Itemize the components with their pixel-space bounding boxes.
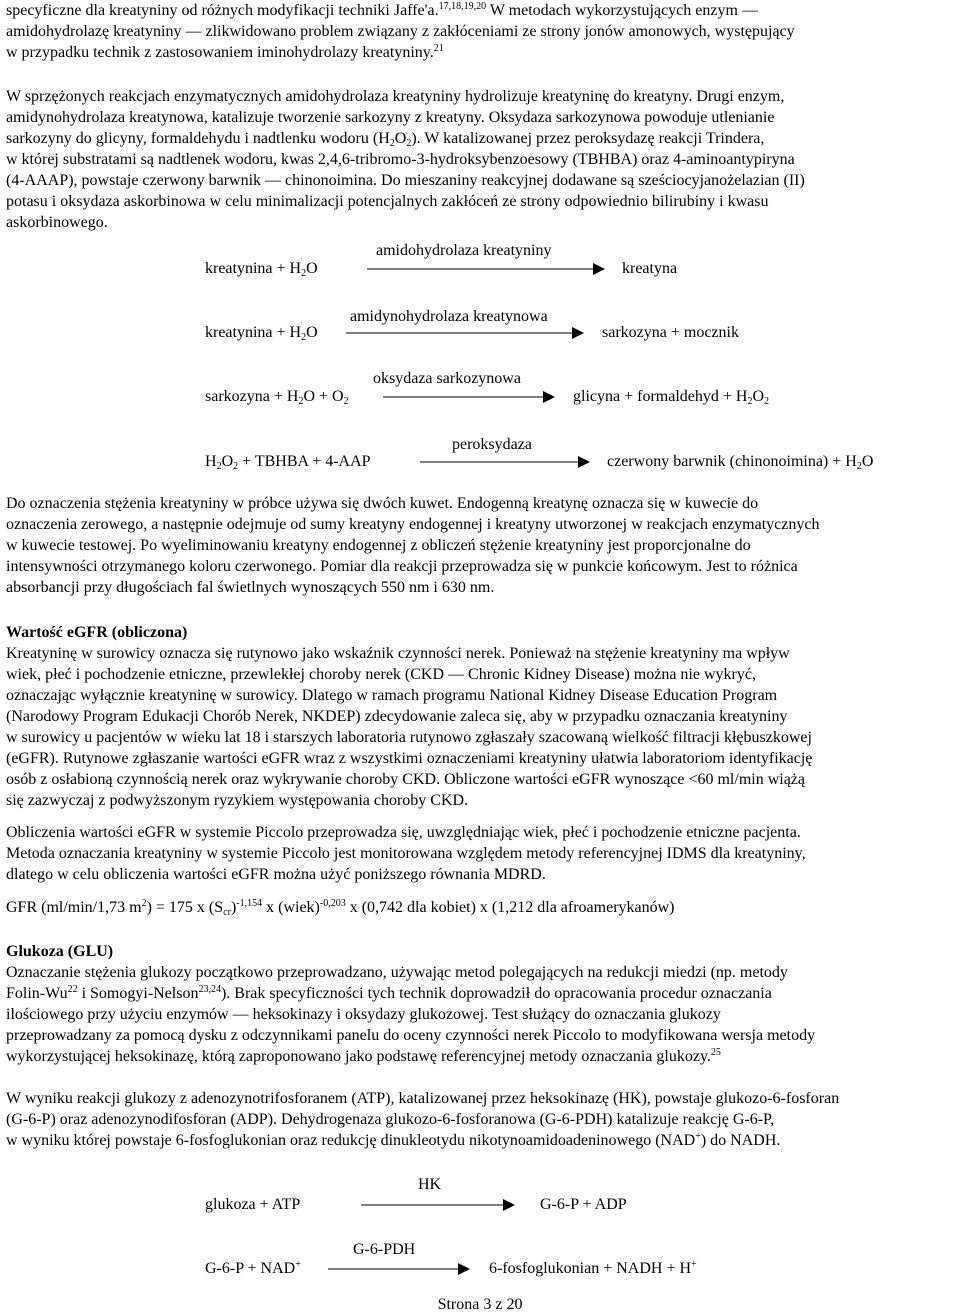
text-line: przeprowadzany za pomocą dysku z odczynnikami panelu do oceny czynności nerek Piccolo to modyfikowana wersja metody xyxy=(6,1027,816,1044)
reaction-reactants: $H_2O_2$ + TBHBA + 4-AAP xyxy=(205,453,371,472)
paragraph-glucose-methods xyxy=(6,962,952,1067)
text-line: dlatego w celu obliczenia wartości eGFR można użyć poniższego równania MDRD. xyxy=(6,866,546,883)
text-line: oznaczenia zerowego, a następnie odejmuje od sumy kreatyny endogennej i kreatyny utworzonej w reakcjach enzymatycznych xyxy=(6,516,820,533)
text-line: amidynohydrolaza kreatynowa, katalizuje tworzenie sarkozyny z kreatyny. Oksydaza sarkozynowa powoduje utlenianie xyxy=(6,109,775,126)
reaction-enzyme: G-6-PDH xyxy=(353,1241,416,1258)
reaction-arrow xyxy=(328,1262,473,1276)
mdrd-formula: GFR (ml/min/1,73 $m^2) = 175$ x $(S_{cr})^{-1,154}$ x (wiek)$^{-0,203}$ x (0,742 dla kobiet) x (1,212 dla afroamerykanów) xyxy=(6,898,675,918)
text-line: (Narodowy Program Edukacji Chorób Nerek, NKDEP) zdecydowanie zaleca się, aby w przypadku oznaczania kreatyniny xyxy=(6,708,788,725)
text-line: Kreatyninę w surowicy oznacza się rutynowo jako wskaźnik czynności nerek. Ponieważ na stężenie kreatyniny ma wpływ xyxy=(6,645,790,662)
reaction-products: kreatyna xyxy=(622,260,678,277)
paragraph-egfr-intro xyxy=(6,643,952,811)
text-line: Do oznaczenia stężenia kreatyniny w próbce używa się dwóch kuwet. Endogenną kreatynę oznacza się w kuwecie do xyxy=(6,495,759,512)
text-line: Folin-Wu$^{22}$ i Somogyi-Nelson$^{23,24}$). Brak specyficzności tych technik doprowadził do opracowania procedur oznaczania xyxy=(6,984,772,1002)
text-line: (eGFR). Rutynowe zgłaszanie wartości eGFR wraz z wszystkimi oznaczeniami kreatyniny ułatwia laboratoriom identyfikację xyxy=(6,750,813,767)
reaction-reactants: sarkozyna + $H_2O + O_2$ xyxy=(205,388,349,407)
reaction-enzyme: HK xyxy=(418,1176,442,1193)
text-line: Oznaczanie stężenia glukozy początkowo przeprowadzano, używając metod polegających na redukcji miedzi (np. metody xyxy=(6,964,788,981)
reaction-enzyme: peroksydaza xyxy=(452,436,532,453)
text-line: osób z osłabioną czynnością nerek oraz wykrywanie choroby CKD. Obliczone wartości eGFR wynoszące <60 ml/min wiążą xyxy=(6,771,806,788)
text-line: specyficzne dla kreatyniny od różnych modyfikacji techniki Jaffe'a.$^{17,18,19,20}$ W metodach wykorzystujących enzym — xyxy=(6,1,758,19)
paragraph-two-cuvettes xyxy=(6,493,952,598)
reaction-arrow xyxy=(420,455,595,469)
reaction-arrow xyxy=(367,262,607,276)
text-line: w kuwecie testowej. Po wyeliminowaniu kreatyny endogennej z obliczeń stężenie kreatyniny jest proporcjonalne do xyxy=(6,537,751,554)
text-line: (G-6-P) oraz adenozynodifosforan (ADP). Dehydrogenaza glukozo-6-fosforanowa (G-6-PDH) katalizuje reakcję G-6-P, xyxy=(6,1111,775,1128)
paragraph-creatinine-methods xyxy=(6,0,952,63)
text-line: W wyniku reakcji glukozy z adenozynotrifosforanem (ATP), katalizowanej przez heksokinazę (HK), powstaje glukozo-6-fosforan xyxy=(6,1090,840,1107)
text-line: sarkozyny do glicyny, formaldehydu i nadtlenku wodoru $(H_2O_2)$. W katalizowanej przez peroksydazę reakcji Trindera, xyxy=(6,130,765,149)
section-heading-egfr: Wartość eGFR (obliczona) xyxy=(6,624,188,641)
text-line: się zazwyczaj z podwyższonym ryzykiem występowania choroby CKD. xyxy=(6,792,469,809)
reaction-reactants: kreatynina + $H_2O$ xyxy=(205,260,318,279)
text-line: w której substratami są nadtlenek wodoru, kwas 2,4,6-tribromo-3-hydroksybenzoesowy (TBHBA) oraz 4-aminoantypiryna xyxy=(6,151,795,168)
reaction-products: czerwony barwnik (chinonoimina) + $H_2O$ xyxy=(607,453,874,472)
section-heading-glucose: Glukoza (GLU) xyxy=(6,943,114,960)
reaction-enzyme: oksydaza sarkozynowa xyxy=(373,370,521,387)
text-line: w surowicy u pacjentów w wieku lat 18 i starszych laboratoria rutynowo zgłaszały szacowaną wielkość filtracji kłębuszkowej xyxy=(6,729,812,746)
text-line: Metoda oznaczania kreatyniny w systemie Piccolo jest monitorowana względem metody referencyjnej IDMS dla kreatyniny, xyxy=(6,845,806,862)
text-line: wykorzystującej heksokinazę, którą zaproponowano jako podstawę referencyjnej metody oznaczania glukozy.$^{25}$ xyxy=(6,1047,721,1065)
text-line: W sprzężonych reakcjach enzymatycznych amidohydrolaza kreatyniny hydrolizuje kreatyninę do kreatyny. Drugi enzym, xyxy=(6,88,785,105)
reaction-products: sarkozyna + mocznik xyxy=(602,324,739,341)
text-line: w przypadku technik z zastosowaniem iminohydrolazy kreatyniny.$^{21}$ xyxy=(6,43,444,61)
text-line: potasu i oksydaza askorbinowa w celu minimalizacji potencjalnych zakłóceń ze strony odpowiednio bilirubiny i kwasu xyxy=(6,193,769,210)
text-line: oznaczając wyłącznie kreatyninę w surowicy. Dlatego w ramach programu National Kidney Disease Education Program xyxy=(6,687,778,704)
paragraph-coupled-reactions xyxy=(6,86,952,233)
text-line: absorbancji przy długościach fal świetlnych wynoszących 550 nm i 630 nm. xyxy=(6,579,495,596)
reaction-enzyme: amidynohydrolaza kreatynowa xyxy=(350,308,548,325)
reaction-reactants: G-6-P + NAD+ xyxy=(205,1259,301,1277)
text-line: amidohydrolazę kreatyniny — zlikwidowano problem związany z zakłóceniami ze strony jonów amonowych, występujący xyxy=(6,23,795,40)
paragraph-egfr-piccolo xyxy=(6,822,952,885)
paragraph-glucose-reaction xyxy=(6,1088,952,1151)
reaction-products: 6-fosfoglukonian + NADH + H+ xyxy=(489,1259,697,1277)
text-line: w wyniku której powstaje 6-fosfoglukonian oraz redukcję dinukleotydu nikotynoamidoadeninowego (NAD+) do NADH. xyxy=(6,1131,781,1149)
reaction-enzyme: amidohydrolaza kreatyniny xyxy=(376,242,552,259)
reaction-products: glicyna + formaldehyd + $H_2O_2$ xyxy=(573,388,770,407)
text-line: Obliczenia wartości eGFR w systemie Piccolo przeprowadza się, uwzględniając wiek, płeć i pochodzenie etniczne pacjenta. xyxy=(6,824,801,841)
text-line: wiek, płeć i pochodzenie etniczne, przewlekłej choroby nerek (CKD — Chronic Kidney Disease) można nie wykryć, xyxy=(6,666,756,683)
reaction-arrow xyxy=(383,390,558,404)
text-line: (4-AAAP), powstaje czerwony barwnik — chinonoimina. Do mieszaniny reakcyjnej dodawane są sześciocyjanożelazian (II) xyxy=(6,172,805,189)
text-line: intensywności otrzymanego koloru czerwonego. Pomiar dla reakcji przeprowadza się w punkcie końcowym. Jest to różnica xyxy=(6,558,798,575)
reaction-products: G-6-P + ADP xyxy=(540,1196,627,1213)
reaction-arrow xyxy=(346,326,586,340)
reaction-reactants: glukoza + ATP xyxy=(205,1196,301,1213)
reaction-arrow xyxy=(361,1198,519,1212)
text-line: askorbinowego. xyxy=(6,214,108,231)
page-number-footer: Strona 3 z 20 xyxy=(437,1296,523,1313)
text-line: ilościowego przy użyciu enzymów — heksokinazy i oksydazy glukozowej. Test służący do oznaczania glukozy xyxy=(6,1006,721,1023)
reaction-reactants: kreatynina + $H_2O$ xyxy=(205,324,318,343)
